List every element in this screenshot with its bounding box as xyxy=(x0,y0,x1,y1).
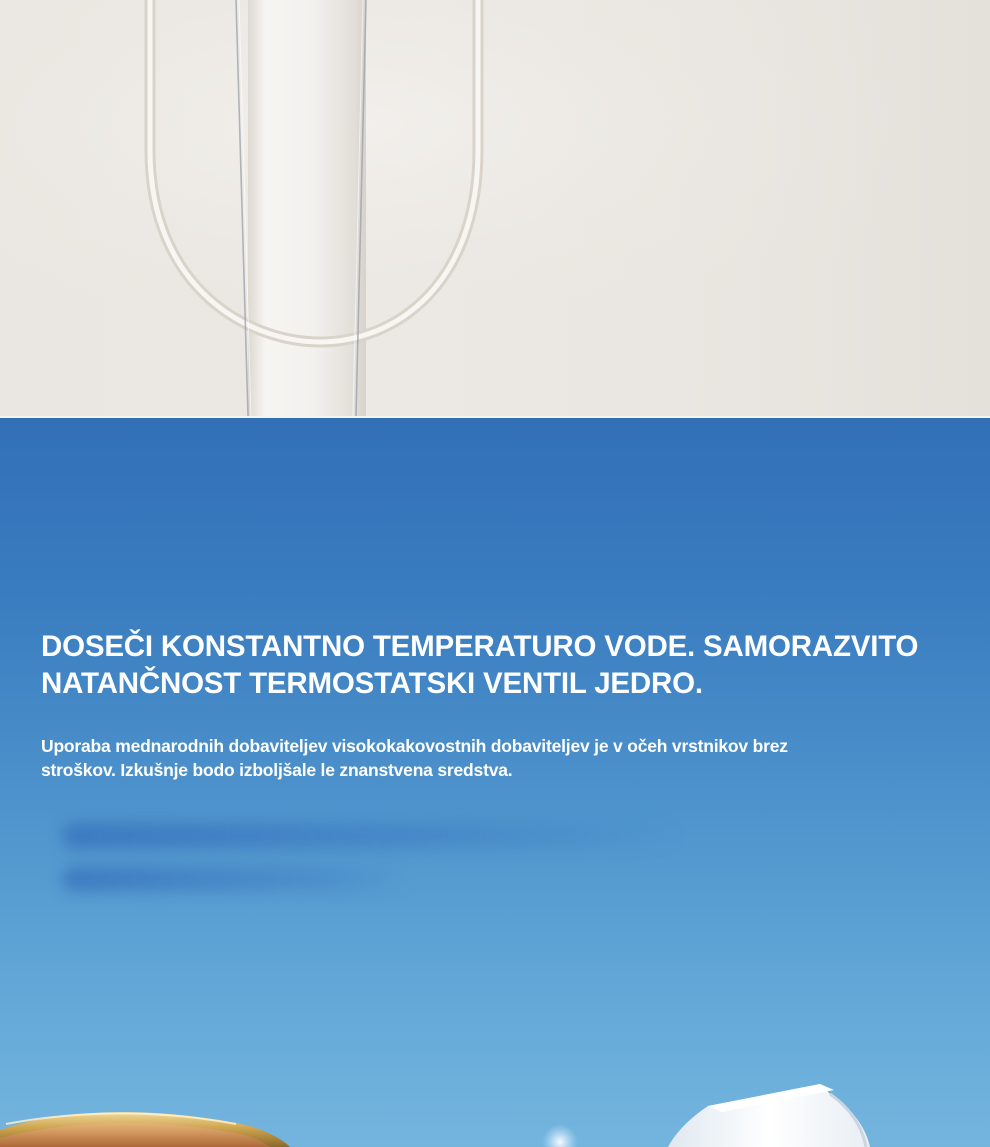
shower-pipe xyxy=(248,0,366,416)
feature-description: Uporaba mednarodnih dobaviteljev visokokakovostnih dobaviteljev je v očeh vrstnikov brez stroškov. Izkušnje bodo izboljšale le znanstvena sredstva. xyxy=(41,736,788,780)
product-photo-shower-hose xyxy=(0,0,990,416)
shower-hose-illustration xyxy=(0,0,990,416)
feature-banner xyxy=(0,418,990,1147)
thermostatic-valve-illustration xyxy=(0,418,990,1147)
white-valve-part xyxy=(668,1084,870,1147)
feature-headline: DOSEČI KONSTANTNO TEMPERATURO VODE. SAMORAZVITO NATANČNOST TERMOSTATSKI VENTIL JEDRO. xyxy=(41,630,919,700)
